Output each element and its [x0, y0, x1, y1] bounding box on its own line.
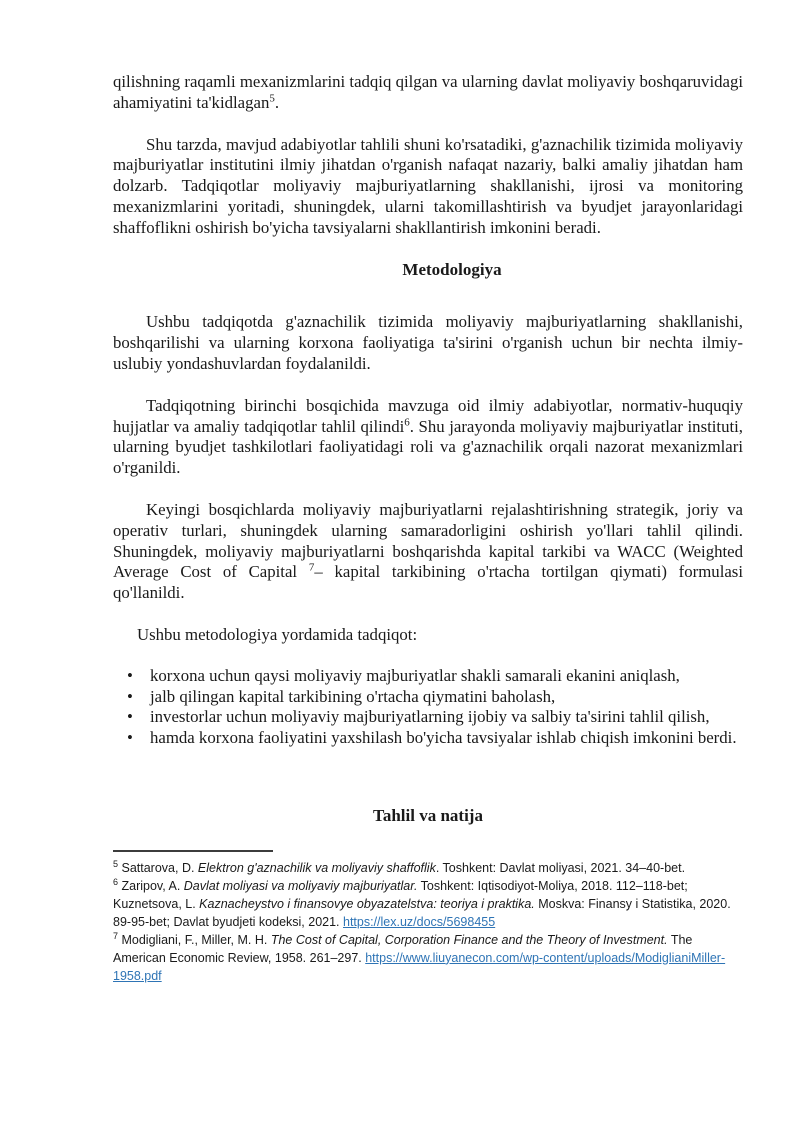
- bullet-icon: •: [127, 707, 133, 727]
- methodology-bullet-list: [113, 666, 743, 749]
- footnote-link[interactable]: https://www.liuyanecon.com/wp-content/uploads/ModiglianiMiller-1958.pdf: [113, 950, 726, 983]
- footnote-5: $^5$ Sattarova, D. Elektron g'aznachilik va moliyaviy shaffoflik. Toshkent: Davlat moliyasi, 2021. 34–40-bet.: [113, 858, 686, 875]
- list-item-text: jalb qilingan kapital tarkibining o'rtacha qiymatini baholash,: [150, 686, 556, 706]
- footnote-area: [113, 850, 743, 985]
- list-item-text: investorlar uchun moliyaviy majburiyatlarning ijobiy va salbiy ta'sirini tahlil qilish,: [150, 707, 710, 727]
- list-item: [113, 687, 743, 708]
- bullet-icon: •: [127, 665, 133, 685]
- paragraph-first-stage: Tadqiqotning birinchi bosqichida mavzuga oid ilmiy adabiyotlar, normativ-huquqiy hujjatlar va amaliy tadqiqotlar tahlil qilindi$^6$. Shu jarayonda moliyaviy majburiyatlar instituti, ularning byudjet tashkilotlari faoliyatidagi roli va g'aznachilik orqali nazorat mexanizmlari o'rganildi.: [113, 395, 743, 478]
- footnote-7: $^7$ Modigliani, F., Miller, M. H. The Cost of Capital, Corporation Finance and the Theory of Investment. The American Economic Review, 1958. 261–297. https://www.liuyanecon.com/wp-content/uploads/ModiglianiMiller-1958.pdf: [113, 930, 726, 983]
- footnote-separator: [113, 850, 273, 852]
- footnote-6: $^6$ Zaripov, A. Davlat moliyasi va moliyaviy majburiyatlar. Toshkent: Iqtisodiyot-Moliya, 2018. 112–118-bet; Kuznetsova, L. Kaznacheystvo i finansovye obyazatelstva: teoriya i praktika. Moskva: Finansy i Statistika, 2020. 89-95-bet; Davlat byudjeti kodeksi, 2021. https://lex.uz/docs/5698455: [113, 876, 731, 929]
- bullet-icon: •: [127, 728, 133, 748]
- section-heading-metodologiya: Metodologiya: [402, 259, 502, 279]
- list-item: [113, 728, 743, 749]
- list-item: [113, 707, 743, 728]
- list-item-text: hamda korxona faoliyatini yaxshilash bo'yicha tavsiyalar ishlab chiqish imkonini berdi.: [150, 728, 737, 748]
- paragraph-continuation: qilishning raqamli mexanizmlarini tadqiq qilgan va ularning davlat moliyaviy boshqaruvidagi ahamiyatini ta'kidlagan$^5$.: [113, 72, 743, 112]
- list-item: [113, 666, 743, 687]
- paragraph-methodology-intro: Ushbu tadqiqotda g'aznachilik tizimida moliyaviy majburiyatlarning shakllanishi, boshqarilishi va ularning korxona faoliyatiga ta'sirini o'rganish uchun bir nechta ilmiy-uslubiy yondashuvlardan foydalanildi.: [113, 312, 743, 373]
- paragraph-next-stages: Keyingi bosqichlarda moliyaviy majburiyatlarni rejalashtirishning strategik, joriy va operativ turlari, shuningdek ularning samaradorligini oshirish yo'llari tahlil qilindi. Shuningdek, moliyaviy majburiyatlarni boshqarishda kapital tarkibi va WACC (Weighted Average Cost of Capital $^7$– kapital tarkibining o'rtacha tortilgan qiymati) formulasi qo'llanildi.: [113, 499, 743, 603]
- bullet-icon: •: [127, 686, 133, 706]
- paragraph-list-intro: Ushbu metodologiya yordamida tadqiqot:: [137, 624, 418, 644]
- paragraph-literature-review: Shu tarzda, mavjud adabiyotlar tahlili shuni ko'rsatadiki, g'aznachilik tizimida moliyaviy majburiyatlar institutini ilmiy jihatdan o'rganish nafaqat nazariy, balki amaliy jihatdan ham dolzarb. Tadqiqotlar moliyaviy majburiyatlarning shakllanishi, ijrosi va monitoring mexanizmlarini yoritadi, shuningdek, ularni takomillashtirish va byudjet jarayonlaridagi shaffoflikni oshirish bo'yicha tavsiyalarni shakllantirish imkonini beradi.: [113, 134, 743, 237]
- footnote-link[interactable]: https://lex.uz/docs/5698455: [343, 914, 496, 929]
- section-heading-tahlil-va-natija: Tahlil va natija: [373, 805, 483, 825]
- list-item-text: korxona uchun qaysi moliyaviy majburiyatlar shakli samarali ekanini aniqlash,: [150, 665, 680, 685]
